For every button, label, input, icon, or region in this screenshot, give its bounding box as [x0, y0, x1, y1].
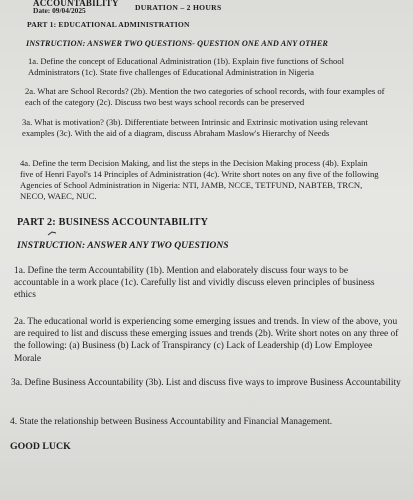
pen-tick-mark — [47, 231, 57, 236]
course-title: ACCOUNTABILITY — [33, 0, 119, 8]
part2-question-3: 3a. Define Business Accountability (3b). List and discuss five ways to improve Business Accountability — [11, 378, 401, 388]
part1-question-2: 2a. What are School Records? (2b). Mention the two categories of school records, with four examples of each of the category (2c). Discuss two best ways school records can be preserved — [25, 86, 385, 107]
exam-duration: DURATION – 2 HOURS — [135, 3, 222, 12]
part1-question-3: 3a. What is motivation? (3b). Differentiate between Intrinsic and Extrinsic motivation using relevant examples (3c). With the aid of a diagram, discuss Abraham Maslow's Hierarchy of Needs — [22, 117, 368, 138]
part1-question-1: 1a. Define the concept of Educational Administration (1b). Explain five functions of School Administrators (1c). State five challenges of Educational Administration in Nigeria — [28, 56, 344, 77]
part1-instruction: INSTRUCTION: ANSWER TWO QUESTIONS- QUESTION ONE AND ANY OTHER — [26, 39, 328, 48]
closing-remark: GOOD LUCK — [10, 441, 71, 452]
exam-date: Date: 09/04/2025 — [33, 6, 86, 15]
part1-title: PART 1: EDUCATIONAL ADMINISTRATION — [27, 20, 190, 29]
part1-question-4: 4a. Define the term Decision Making, and list the steps in the Decision Making process (4b). Explain five of Henri Fayol's 14 Principles of Administration (4c). Write short notes on any five of the following Agencies of School Administration in Nigeria: NTI, JAMB, NCCE, TETFUND, NABTEB, TRCN, NECO, WAEC, NUC. — [20, 158, 379, 201]
part2-title: PART 2: BUSINESS ACCOUNTABILITY — [17, 217, 209, 228]
part2-question-1: 1a. Define the term Accountability (1b). Mention and elaborately discuss four ways to be accountable in a work place (1c). Carefully list and vividly discuss eleven principles of business ethics — [14, 266, 375, 301]
part2-instruction: INSTRUCTION: ANSWER ANY TWO QUESTIONS — [17, 240, 229, 251]
part2-question-2: 2a. The educational world is experiencing some emerging issues and trends. In view of the above, you are required to list and discuss these emerging issues and trends (2b). Write short notes on any three of the following: (a) Business (b) Lack of Transpirancy (c) Lack of Leadership (d) Low Employee Morale — [14, 317, 399, 364]
part2-question-4: 4. State the relationship between Business Accountability and Financial Management. — [10, 417, 333, 427]
